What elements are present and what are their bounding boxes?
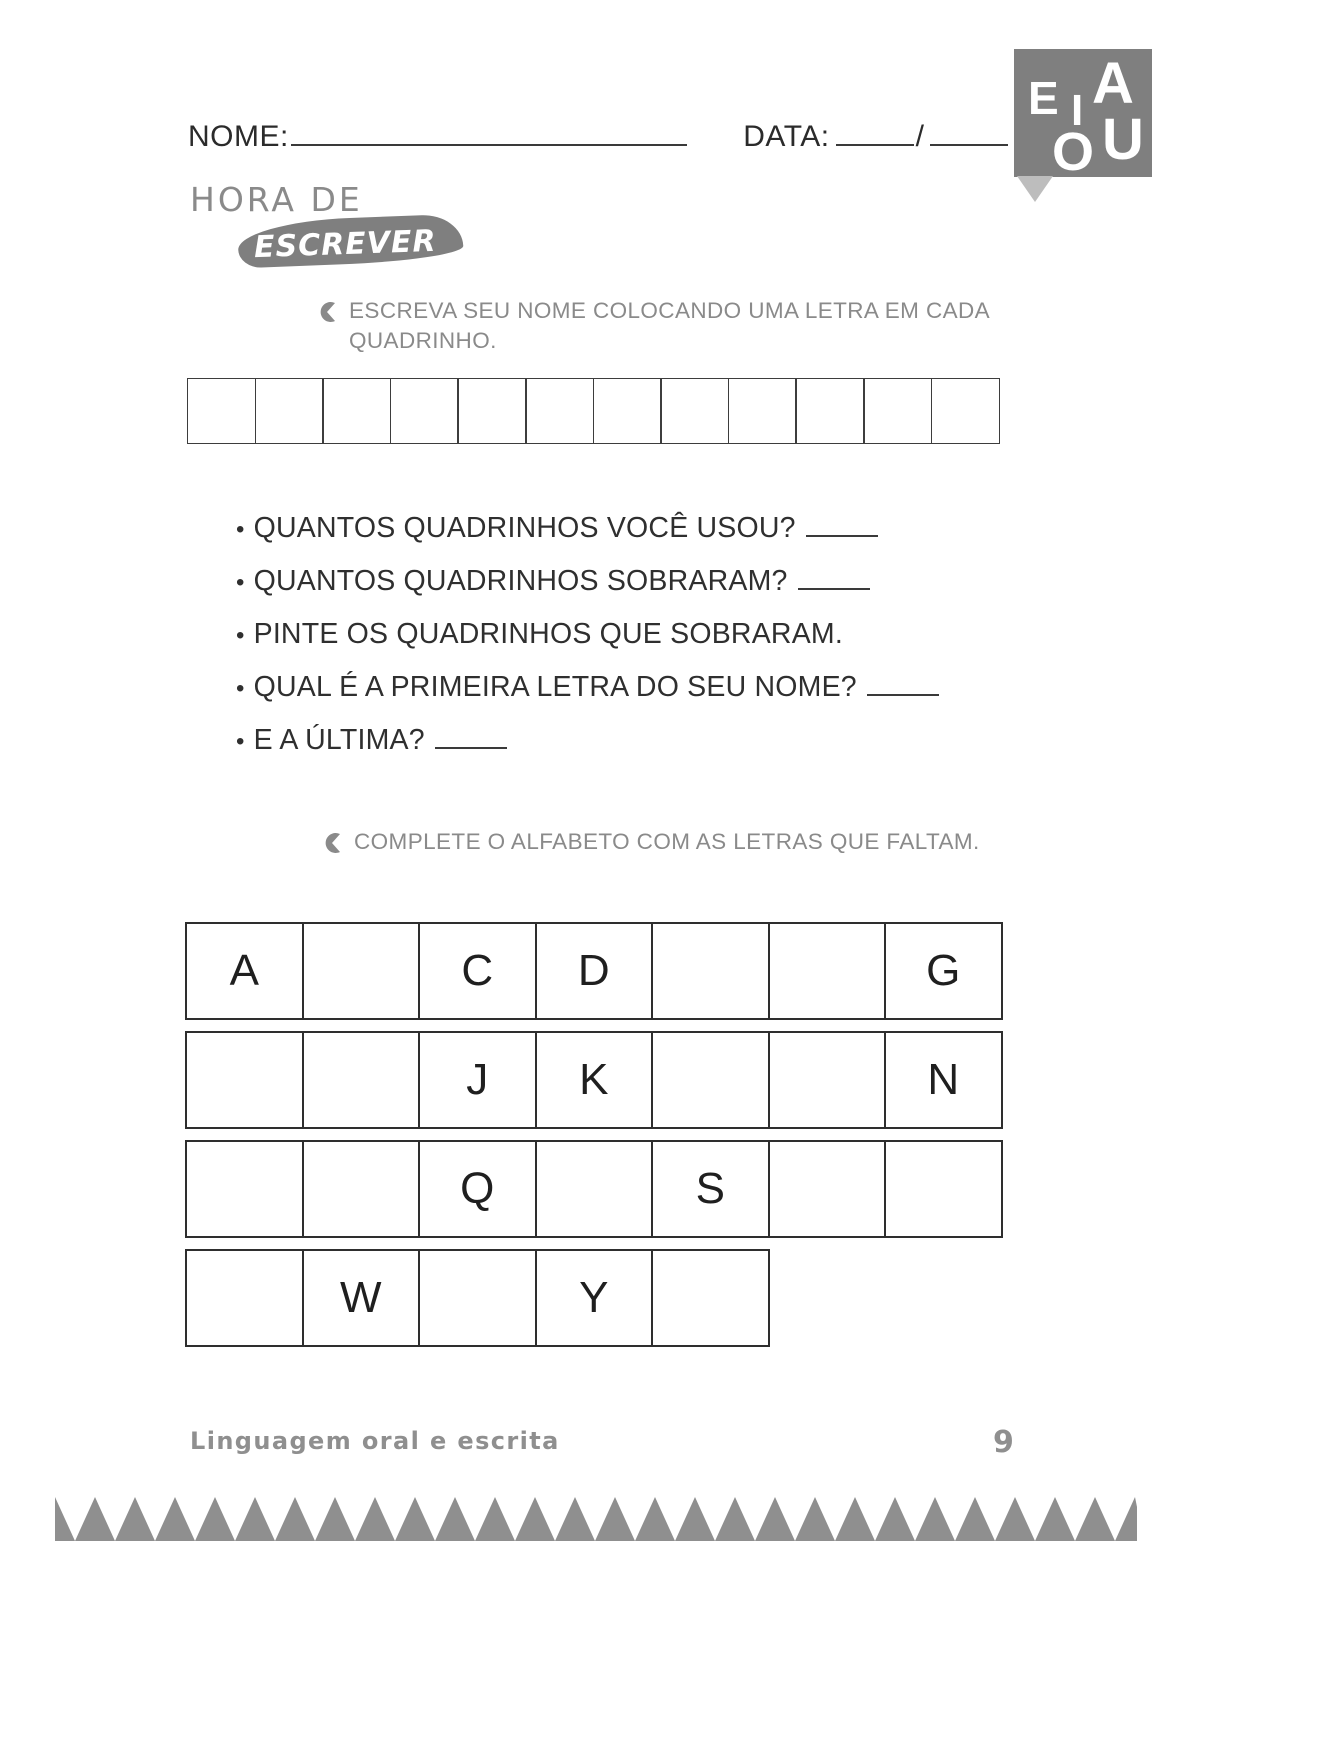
alphabet-cell[interactable] xyxy=(535,1140,654,1238)
bullet-dot-icon: • xyxy=(236,516,245,543)
logo-letter-u: U xyxy=(1102,107,1144,172)
activity-1-instruction-text: ESCREVA SEU NOME COLOCANDO UMA LETRA EM CADA QUADRINHO. xyxy=(349,298,989,353)
name-field-line[interactable] xyxy=(291,122,687,146)
alphabet-cell[interactable]: D xyxy=(535,922,654,1020)
name-grid-cell[interactable] xyxy=(931,378,1000,444)
alphabet-row xyxy=(185,1031,1003,1129)
section-title-banner xyxy=(238,218,463,264)
date-field-group xyxy=(743,120,1008,154)
logo-letter-i: I xyxy=(1071,86,1084,135)
alphabet-cell[interactable] xyxy=(302,922,421,1020)
name-grid-cell[interactable] xyxy=(322,378,391,444)
alphabet-cell[interactable] xyxy=(302,1140,421,1238)
question-item xyxy=(236,618,1036,671)
bullet-dot-icon: • xyxy=(236,622,245,649)
activity-2-instruction-text: COMPLETE O ALFABETO COM AS LETRAS QUE FALTAM. xyxy=(354,829,980,854)
alphabet-cell[interactable] xyxy=(302,1031,421,1129)
date-separator: / xyxy=(915,120,924,153)
pacman-bullet-icon xyxy=(318,302,338,322)
question-item xyxy=(236,512,1036,565)
activity-2-instruction xyxy=(323,827,1023,857)
date-field-label: DATA: xyxy=(743,120,830,153)
question-item xyxy=(236,565,1036,618)
question-item xyxy=(236,671,1036,724)
bullet-dot-icon: • xyxy=(236,569,245,596)
student-info-header xyxy=(188,120,1008,164)
alphabet-cell[interactable]: Q xyxy=(418,1140,537,1238)
section-title-line1: HORA DE xyxy=(190,180,363,219)
alphabet-cell[interactable]: N xyxy=(884,1031,1003,1129)
alphabet-cell[interactable]: S xyxy=(651,1140,770,1238)
logo-letter-e: E xyxy=(1028,72,1059,124)
name-grid-cell[interactable] xyxy=(187,378,256,444)
alphabet-cell[interactable] xyxy=(185,1140,304,1238)
alphabet-cell[interactable]: Y xyxy=(535,1249,654,1347)
zigzag-border-decoration xyxy=(55,1497,1137,1541)
alphabet-cell[interactable] xyxy=(651,922,770,1020)
name-field-label: NOME: xyxy=(188,120,289,153)
alphabet-cell[interactable] xyxy=(185,1249,304,1347)
name-grid xyxy=(187,378,1000,444)
eiaou-logo xyxy=(1014,49,1152,182)
alphabet-row xyxy=(185,1140,1003,1238)
question-text: PINTE OS QUADRINHOS QUE SOBRARAM. xyxy=(253,618,843,650)
question-text: E A ÚLTIMA? xyxy=(253,724,425,756)
alphabet-cell[interactable]: J xyxy=(418,1031,537,1129)
alphabet-cell[interactable]: A xyxy=(185,922,304,1020)
alphabet-cell[interactable] xyxy=(768,922,887,1020)
alphabet-cell[interactable]: C xyxy=(418,922,537,1020)
question-answer-line[interactable] xyxy=(435,729,507,749)
question-list xyxy=(236,512,1036,777)
name-grid-cell[interactable] xyxy=(525,378,594,444)
logo-letter-o: O xyxy=(1052,122,1095,182)
alphabet-cell[interactable] xyxy=(651,1249,770,1347)
alphabet-row xyxy=(185,922,1003,1020)
question-text: QUANTOS QUADRINHOS SOBRARAM? xyxy=(253,565,788,597)
question-answer-line[interactable] xyxy=(867,676,939,696)
page-number: 9 xyxy=(993,1425,1014,1460)
question-answer-line[interactable] xyxy=(798,570,870,590)
alphabet-row xyxy=(185,1249,1003,1347)
alphabet-cell[interactable] xyxy=(768,1140,887,1238)
name-grid-cell[interactable] xyxy=(863,378,932,444)
alphabet-cell[interactable] xyxy=(418,1249,537,1347)
pacman-bullet-icon xyxy=(323,833,343,853)
name-grid-cell[interactable] xyxy=(593,378,662,444)
alphabet-grid xyxy=(185,922,1003,1358)
logo-triangle-tab-icon xyxy=(1017,176,1053,202)
alphabet-cell[interactable]: K xyxy=(535,1031,654,1129)
logo-letter-a: A xyxy=(1092,51,1134,116)
name-grid-cell[interactable] xyxy=(728,378,797,444)
alphabet-cell[interactable] xyxy=(884,1140,1003,1238)
name-grid-cell[interactable] xyxy=(390,378,459,444)
question-text: QUANTOS QUADRINHOS VOCÊ USOU? xyxy=(253,512,796,544)
alphabet-cell[interactable] xyxy=(651,1031,770,1129)
bullet-dot-icon: • xyxy=(236,728,245,755)
bullet-dot-icon: • xyxy=(236,675,245,702)
activity-1-instruction xyxy=(318,296,1008,356)
question-text: QUAL É A PRIMEIRA LETRA DO SEU NOME? xyxy=(253,671,857,703)
section-title-line2: ESCREVER xyxy=(253,223,438,266)
question-answer-line[interactable] xyxy=(806,517,878,537)
name-grid-cell[interactable] xyxy=(255,378,324,444)
footer-subject: Linguagem oral e escrita xyxy=(190,1427,560,1455)
date-month-line[interactable] xyxy=(930,122,1008,146)
name-grid-cell[interactable] xyxy=(457,378,526,444)
alphabet-cell[interactable] xyxy=(185,1031,304,1129)
alphabet-cell[interactable]: W xyxy=(302,1249,421,1347)
name-grid-cell[interactable] xyxy=(660,378,729,444)
date-day-line[interactable] xyxy=(836,122,914,146)
name-grid-cell[interactable] xyxy=(795,378,864,444)
alphabet-cell[interactable] xyxy=(768,1031,887,1129)
alphabet-cell[interactable]: G xyxy=(884,922,1003,1020)
question-item xyxy=(236,724,1036,777)
